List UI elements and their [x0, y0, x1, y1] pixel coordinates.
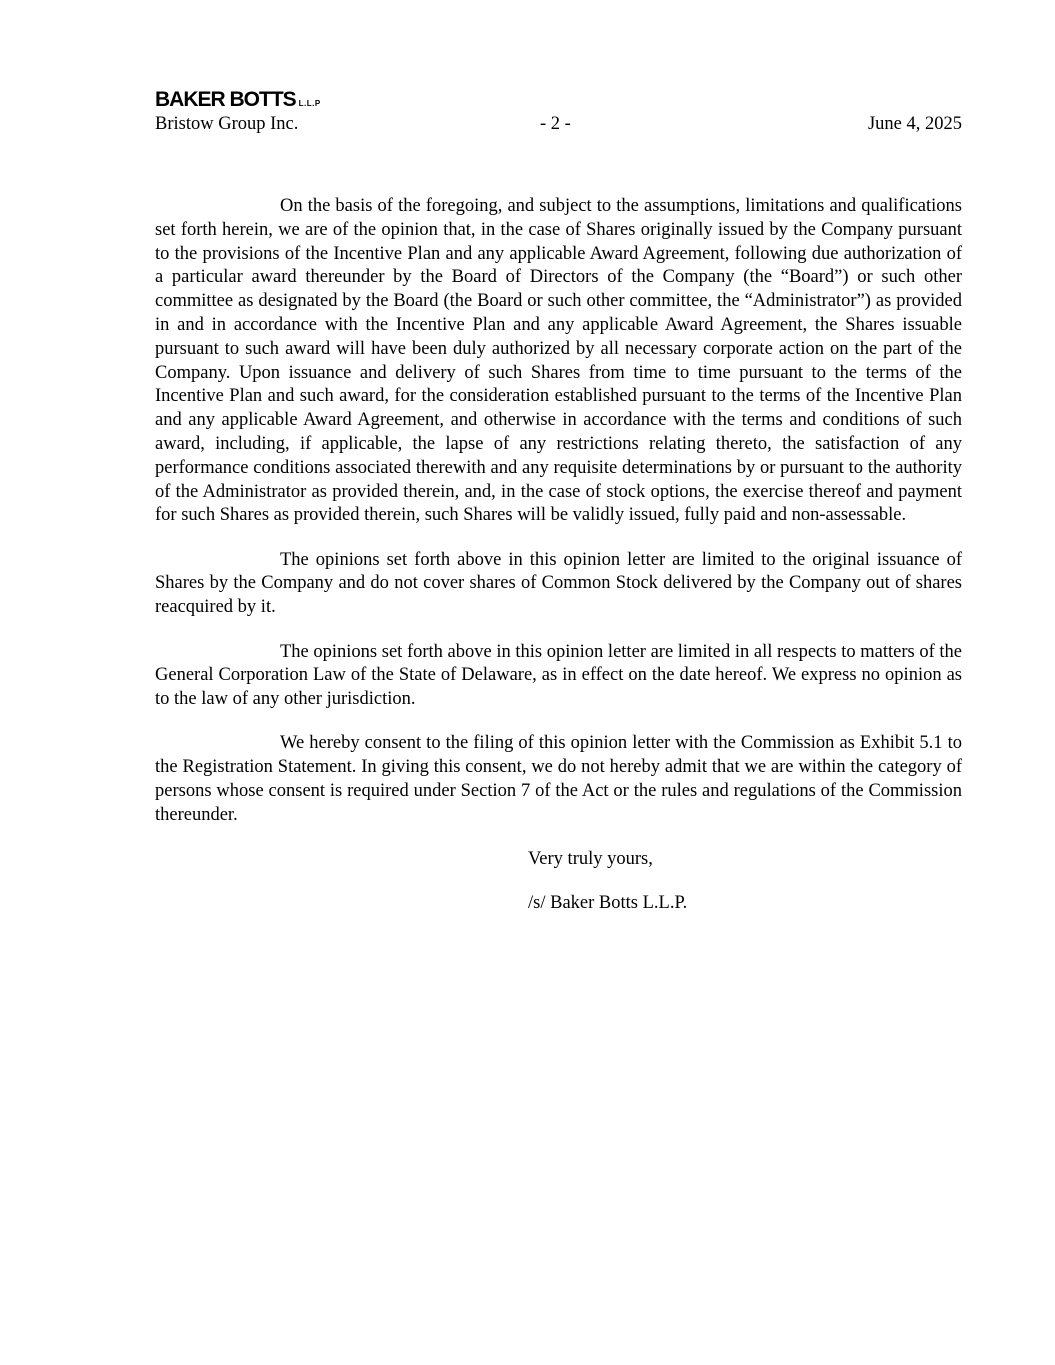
header-date: June 4, 2025: [867, 114, 962, 134]
letter-body: [155, 195, 962, 828]
firm-logo-suffix: L.L.P: [298, 99, 321, 108]
paragraph-scope-law: The opinions set forth above in this opinion letter are limited in all respects to matters of the General Corporation Law of the State of Delaware, as in effect on the date hereof. We express no opinion as to the law of any other jurisdiction.: [155, 641, 962, 710]
letter-closing: [528, 848, 962, 916]
page-header: [155, 112, 962, 136]
firm-logo-name: BAKER BOTTS: [155, 88, 296, 111]
firm-logo: [155, 88, 962, 112]
paragraph-scope-issuance: The opinions set forth above in this opinion letter are limited to the original issuance of Shares by the Company and do not cover shares of Common Stock delivered by the Company out of shares reacquired by it.: [155, 549, 962, 618]
paragraph-consent: We hereby consent to the filing of this opinion letter with the Commission as Exhibit 5.1 to the Registration Statement. In giving this consent, we do not hereby admit that we are within the category of persons whose consent is required under Section 7 of the Act or the rules and regulations of the Commission thereunder.: [155, 733, 962, 825]
paragraph-opinion: On the basis of the foregoing, and subject to the assumptions, limitations and qualifications set forth herein, we are of the opinion that, in the case of Shares originally issued by the Company pursuant to the provisions of the Incentive Plan and any applicable Award Agreement, following due authorization of a particular award thereunder by the Board of Directors of the Company (the “Board”) or such other committee as designated by the Board (the Board or such other committee, the “Administrator”) as provided in and in accordance with the Incentive Plan and any applicable Award Agreement, the Shares issuable pursuant to such award will have been duly authorized by all necessary corporate action on the part of the Company. Upon issuance and delivery of such Shares from time to time pursuant to the terms of the Incentive Plan and such award, for the consideration established pursuant to the terms of the Incentive Plan and any applicable Award Agreement, and otherwise in accordance with the terms and conditions of such award, including, if applicable, the lapse of any restrictions relating thereto, the satisfaction of any performance conditions associated therewith and any requisite determinations by or pursuant to the authority of the Administrator as provided therein, and, in the case of stock options, the exercise thereof and payment for such Shares as provided therein, such Shares will be validly issued, fully paid and non-assessable.: [155, 196, 962, 526]
letter-page: [155, 88, 962, 937]
header-addressee: Bristow Group Inc.: [155, 114, 299, 134]
header-page-number: - 2 -: [540, 114, 571, 134]
closing-signature: /s/ Baker Botts L.L.P.: [528, 893, 688, 914]
closing-salutation: Very truly yours,: [528, 849, 653, 870]
